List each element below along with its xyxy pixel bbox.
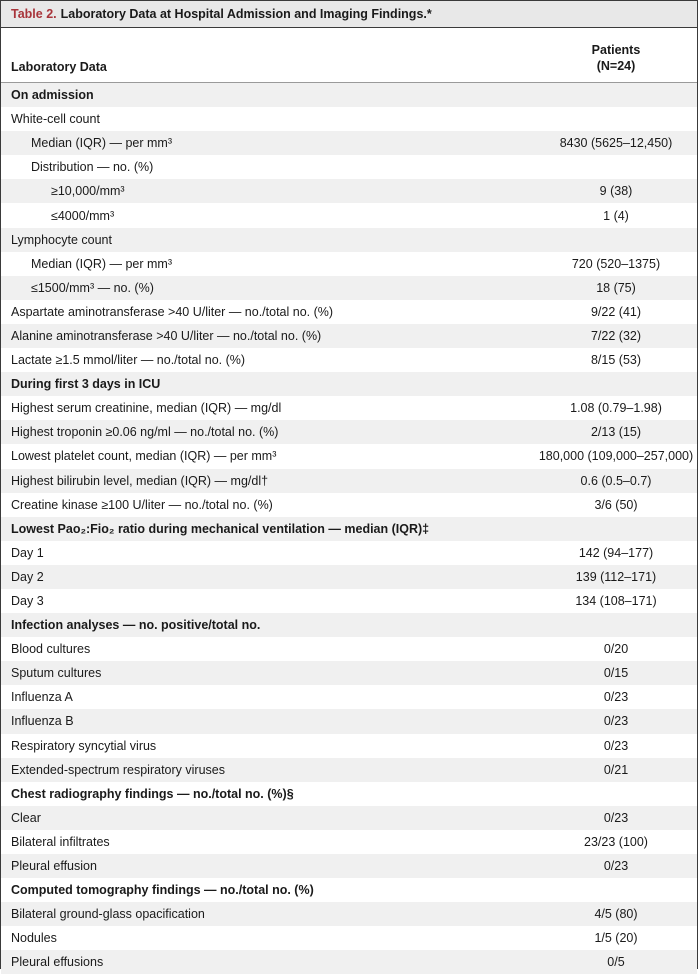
table-header xyxy=(1,28,697,83)
row-label: Pleural effusions xyxy=(11,955,104,970)
table-row xyxy=(1,565,697,589)
row-label: Chest radiography findings — no./total no. (%)§ xyxy=(11,786,294,801)
row-label: Lactate ≥1.5 mmol/liter — no./total no. (%) xyxy=(11,353,246,368)
column-header-patients xyxy=(491,42,700,74)
row-label: Day 2 xyxy=(11,569,44,584)
table-row xyxy=(1,661,697,685)
row-value: 9 (38) xyxy=(599,184,633,199)
table-row xyxy=(1,179,697,203)
row-label: Pleural effusion xyxy=(11,859,97,874)
table-row xyxy=(1,276,697,300)
row-value: 9/22 (41) xyxy=(590,304,642,319)
table-row xyxy=(1,734,697,758)
row-label: Nodules xyxy=(11,931,57,946)
table-row xyxy=(1,589,697,613)
row-value: 23/23 (100) xyxy=(584,834,648,849)
row-value: 7/22 (32) xyxy=(590,328,642,343)
row-label: Lowest Pao₂:Fio₂ ratio during mechanical ventilation — median (IQR)‡ xyxy=(11,521,430,536)
row-value: 0/23 xyxy=(603,810,629,825)
table-row xyxy=(1,758,697,782)
row-label: Aspartate aminotransferase >40 U/liter — no./total no. (%) xyxy=(11,304,334,319)
row-label: Influenza B xyxy=(11,714,74,729)
row-value: 0/20 xyxy=(603,642,629,657)
row-value: 0/21 xyxy=(603,762,629,777)
row-value: 142 (94–177) xyxy=(578,545,654,560)
table-title-text: Laboratory Data at Hospital Admission and Imaging Findings.* xyxy=(60,7,432,21)
table-row xyxy=(1,637,697,661)
table-row xyxy=(1,902,697,926)
section-header-row xyxy=(1,517,697,541)
table-number: Table 2. xyxy=(11,7,57,21)
row-label: Infection analyses — no. positive/total no. xyxy=(11,618,261,633)
row-label: Clear xyxy=(11,810,41,825)
row-label: Highest bilirubin level, median (IQR) — mg/dl† xyxy=(11,473,269,488)
row-value: 1/5 (20) xyxy=(594,931,638,946)
row-label: Highest troponin ≥0.06 ng/ml — no./total no. (%) xyxy=(11,425,279,440)
section-header-row xyxy=(1,782,697,806)
table-row xyxy=(1,348,697,372)
row-label: Distribution — no. (%) xyxy=(31,160,154,175)
row-label: Influenza A xyxy=(11,690,73,705)
row-label: Bilateral infiltrates xyxy=(11,834,110,849)
row-label: On admission xyxy=(11,88,94,103)
table-row xyxy=(1,324,697,348)
table-row xyxy=(1,203,697,227)
row-label: Creatine kinase ≥100 U/liter — no./total no. (%) xyxy=(11,497,273,512)
row-label: Respiratory syncytial virus xyxy=(11,738,157,753)
row-value: 1 (4) xyxy=(603,208,629,223)
row-value: 0.6 (0.5–0.7) xyxy=(580,473,652,488)
section-header-row xyxy=(1,878,697,902)
table-row xyxy=(1,131,697,155)
table-row xyxy=(1,228,697,252)
row-value: 4/5 (80) xyxy=(594,907,638,922)
table-row xyxy=(1,252,697,276)
column-header-patients-line1: Patients xyxy=(591,43,641,57)
table-row xyxy=(1,396,697,420)
row-value: 0/23 xyxy=(603,859,629,874)
row-label: Median (IQR) — per mm³ xyxy=(31,136,172,151)
table-row xyxy=(1,444,697,468)
row-label: ≤4000/mm³ xyxy=(51,208,115,223)
row-label: Blood cultures xyxy=(11,642,91,657)
row-value: 180,000 (109,000–257,000) xyxy=(538,449,694,464)
column-header-laboratory: Laboratory Data xyxy=(11,60,107,74)
row-label: White-cell count xyxy=(11,112,100,127)
row-label: Day 1 xyxy=(11,545,44,560)
table-row xyxy=(1,541,697,565)
row-label: ≤1500/mm³ — no. (%) xyxy=(31,280,154,295)
row-value: 2/13 (15) xyxy=(590,425,642,440)
table-row xyxy=(1,493,697,517)
table-row xyxy=(1,709,697,733)
column-header-patients-line2: (N=24) xyxy=(596,59,636,73)
row-value: 18 (75) xyxy=(596,280,636,295)
row-label: Day 3 xyxy=(11,594,44,609)
table-row xyxy=(1,854,697,878)
table-row xyxy=(1,926,697,950)
row-label: Highest serum creatinine, median (IQR) — mg/dl xyxy=(11,401,282,416)
row-label: Median (IQR) — per mm³ xyxy=(31,256,172,271)
row-label: During first 3 days in ICU xyxy=(11,377,161,392)
row-value: 0/5 xyxy=(607,955,625,970)
row-value: 0/23 xyxy=(603,738,629,753)
table-row xyxy=(1,830,697,854)
row-value: 0/23 xyxy=(603,690,629,705)
row-value: 8430 (5625–12,450) xyxy=(559,136,673,151)
table-row xyxy=(1,806,697,830)
row-value: 139 (112–171) xyxy=(575,569,657,584)
row-label: Sputum cultures xyxy=(11,666,102,681)
table-row xyxy=(1,107,697,131)
table-title xyxy=(1,1,697,28)
table-row xyxy=(1,685,697,709)
table-row xyxy=(1,950,697,974)
section-header-row xyxy=(1,613,697,637)
row-label: ≥10,000/mm³ xyxy=(51,184,125,199)
row-value: 8/15 (53) xyxy=(590,353,642,368)
row-value: 1.08 (0.79–1.98) xyxy=(570,401,662,416)
table-row xyxy=(1,300,697,324)
section-header-row xyxy=(1,83,697,107)
table-row xyxy=(1,469,697,493)
row-label: Extended-spectrum respiratory viruses xyxy=(11,762,225,777)
table-row xyxy=(1,420,697,444)
row-label: Lowest platelet count, median (IQR) — per mm³ xyxy=(11,449,277,464)
row-value: 0/15 xyxy=(603,666,629,681)
row-value: 134 (108–171) xyxy=(575,594,657,609)
table-row xyxy=(1,155,697,179)
row-label: Computed tomography findings — no./total no. (%) xyxy=(11,883,314,898)
table-body xyxy=(1,83,697,974)
section-header-row xyxy=(1,372,697,396)
row-value: 0/23 xyxy=(603,714,629,729)
row-label: Alanine aminotransferase >40 U/liter — no./total no. (%) xyxy=(11,328,322,343)
row-value: 720 (520–1375) xyxy=(571,256,661,271)
row-label: Lymphocyte count xyxy=(11,232,112,247)
row-value: 3/6 (50) xyxy=(594,497,638,512)
row-label: Bilateral ground-glass opacification xyxy=(11,907,205,922)
